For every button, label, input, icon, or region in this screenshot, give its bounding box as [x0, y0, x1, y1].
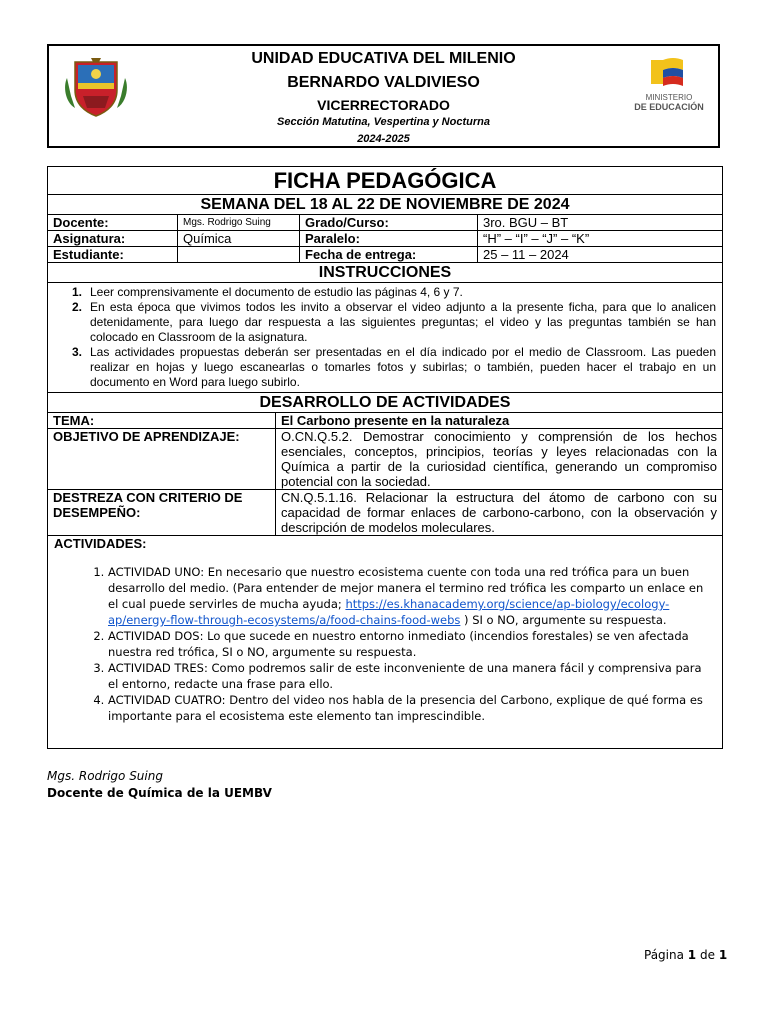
page-current: 1 — [687, 948, 697, 962]
instruction-item — [54, 300, 716, 345]
signature-name: Mgs. Rodrigo Suing — [47, 769, 163, 783]
activity-1-text-b: ) SI o NO, argumente su respuesta. — [460, 613, 667, 627]
activities-section — [48, 536, 722, 748]
instructions-title: INSTRUCCIONES — [48, 263, 722, 283]
estudiante-field[interactable] — [178, 247, 300, 262]
activity-2-text: ACTIVIDAD DOS: Lo que sucede en nuestro entorno inmediato (incendios forestales) se ven afectada nuestra red trófica, SI o NO, argumente su respuesta. — [108, 629, 689, 659]
destreza-row — [48, 490, 722, 536]
pedagogical-form — [47, 166, 723, 749]
info-row-asignatura — [48, 231, 722, 247]
ministry-logo-text-2: DE EDUCACIÓN — [634, 102, 704, 112]
ministry-logo-text-1: MINISTERIO — [645, 93, 693, 102]
paralelo-label: Paralelo: — [300, 231, 478, 246]
page-of-word: de — [699, 948, 715, 962]
school-name-line1: UNIDAD EDUCATIVA DEL MILENIO — [251, 50, 516, 67]
instruction-text: Las actividades propuestas deberán ser presentadas en el día indicado por el medio de Classroom. Las pueden realizar en hojas y luego escanearlas o tomarles fotos y subirlas; o también, pueden hacer el trabajo en un documento en Word para luego subirlo. — [90, 345, 716, 389]
office-name: VICERRECTORADO — [317, 97, 450, 113]
tema-label: TEMA: — [48, 413, 276, 428]
instruction-number: 1. — [71, 285, 82, 299]
destreza-label: DESTREZA CON CRITERIO DE DESEMPEÑO: — [48, 490, 276, 535]
grado-label: Grado/Curso: — [300, 215, 478, 230]
tema-value: El Carbono presente en la naturaleza — [281, 413, 510, 428]
docente-value: Mgs. Rodrigo Suing — [178, 215, 300, 230]
activity-3-text: ACTIVIDAD TRES: Como podremos salir de este inconveniente de una manera fácil y comprensiva para el entorno, redacte una frase para ello. — [108, 661, 702, 691]
sections-line: Sección Matutina, Vespertina y Nocturna — [277, 116, 490, 128]
activity-item — [108, 564, 710, 628]
activity-item — [108, 628, 710, 660]
paralelo-value: “H” – “I” – “J” – “K” — [483, 231, 590, 246]
instruction-item — [54, 345, 716, 390]
activities-label: ACTIVIDADES: — [54, 536, 147, 551]
fecha-label: Fecha de entrega: — [300, 247, 478, 262]
form-title: FICHA PEDAGÓGICA — [48, 167, 722, 195]
objetivo-label: OBJETIVO DE APRENDIZAJE: — [48, 429, 276, 489]
objetivo-value: O.CN.Q.5.2. Demostrar conocimiento y comprensión de los hechos esenciales, conceptos, principios, teorías y leyes relacionadas con la Química a partir de la curiosidad científica, generando un compromiso potencial con la sociedad. — [281, 429, 717, 489]
instruction-item — [54, 285, 716, 300]
docente-label: Docente: — [48, 215, 178, 230]
instruction-number: 3. — [71, 345, 82, 359]
instruction-number: 2. — [71, 300, 82, 314]
asignatura-value: Química — [178, 231, 300, 246]
info-row-docente — [48, 215, 722, 231]
info-row-estudiante — [48, 247, 722, 263]
page-total: 1 — [718, 948, 728, 962]
development-title: DESARROLLO DE ACTIVIDADES — [48, 393, 722, 413]
activity-item — [108, 660, 710, 692]
activity-1-text-a: ACTIVIDAD UNO: En necesario que nuestro ecosistema cuente con toda una red trófica para un buen desarrollo del medio. (Para entender de mejor manera el termino red trófica les comparto un enlace en el cual puede servirles de mucha ayuda; — [108, 565, 704, 611]
activity-4-text: ACTIVIDAD CUATRO: Dentro del video nos habla de la presencia del Carbono, explique de qué forma es importante para el ecosistema este elemento tan imprescindible. — [108, 693, 703, 723]
activity-item — [108, 692, 710, 724]
page-word: Página — [644, 948, 684, 962]
instruction-text: En esta época que vivimos todos les invito a observar el video adjunto a la presente ficha, para que lo analicen detenidamente, para luego dar respuesta a las siguientes preguntas; el video y las preguntas también se han colocado en Classroom de la asignatura. — [90, 300, 716, 344]
objetivo-row — [48, 429, 722, 490]
document-header — [47, 44, 720, 148]
estudiante-label: Estudiante: — [48, 247, 178, 262]
school-year: 2024-2025 — [357, 133, 410, 145]
khanacademy-link[interactable]: https://es.khanacademy.org/science/ap-biology/ecology-ap/energy-flow-through-ecosystems/a/food-chains-food-webs — [108, 597, 670, 627]
activities-list — [48, 564, 722, 724]
instruction-text: Leer comprensivamente el documento de estudio las páginas 4, 6 y 7. — [90, 285, 463, 299]
school-name-line2: BERNARDO VALDIVIESO — [287, 74, 480, 91]
signature-role: Docente de Química de la UEMBV — [47, 786, 272, 800]
tema-row — [48, 413, 722, 429]
grado-value: 3ro. BGU – BT — [483, 215, 569, 230]
instructions-list — [48, 283, 722, 393]
destreza-value: CN.Q.5.1.16. Relacionar la estructura del átomo de carbono con su capacidad de formar enlaces de carbono-carbono, con la observación y descripción de modelos moleculares. — [281, 490, 717, 535]
fecha-value: 25 – 11 – 2024 — [483, 247, 569, 262]
week-heading: SEMANA DEL 18 AL 22 DE NOVIEMBRE DE 2024 — [48, 195, 722, 215]
asignatura-label: Asignatura: — [48, 231, 178, 246]
page-number — [644, 948, 727, 962]
ministry-of-education-logo — [627, 56, 711, 116]
